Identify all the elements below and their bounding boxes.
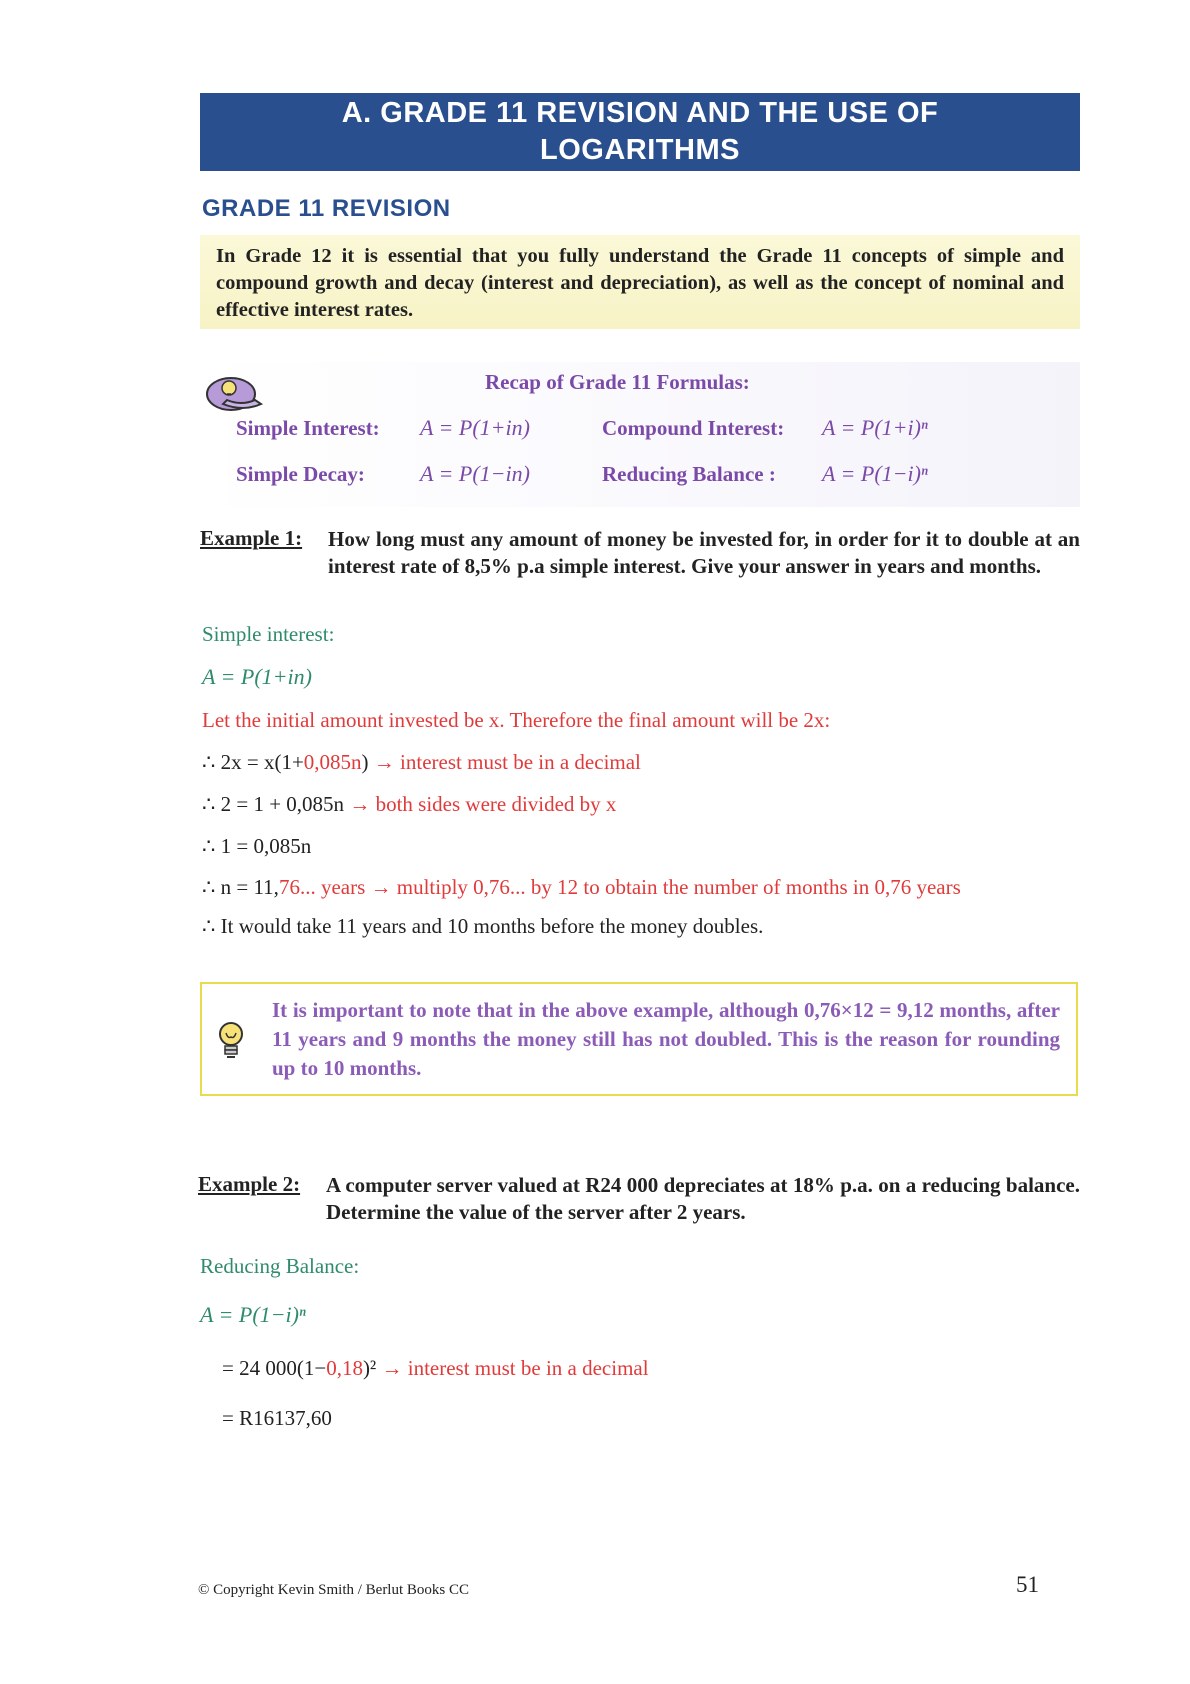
banner-line-1: A. GRADE 11 REVISION AND THE USE OF	[341, 97, 939, 129]
example-2-result: = R16137,60	[222, 1406, 332, 1430]
example-2-question: A computer server valued at R24 000 depreciates at 18% p.a. on a reducing balance. Determine the value of the server after 2 years.	[326, 1173, 1080, 1224]
simple-decay-label: Simple Decay:	[236, 462, 365, 486]
example-2-formula: A = P(1−i)ⁿ	[200, 1302, 306, 1327]
step-1-math-b: 0,085n	[303, 750, 362, 774]
ex2-step-1-c: )²	[362, 1356, 377, 1380]
example-1-conclusion: ∴ It would take 11 years and 10 months before the money doubles.	[202, 914, 764, 938]
step-4-math-a: ∴ n = 11,	[202, 875, 279, 899]
example-1-label: Example 1:	[200, 526, 303, 550]
step-1-math-a: ∴ 2x = x(1+	[202, 750, 304, 774]
example-1-step-3: ∴ 1 = 0,085n	[202, 834, 312, 858]
example-1-question: How long must any amount of money be invested for, in order for it to double at an interest rate of 8,5% p.a simple interest. Give your answer in years and months.	[328, 527, 1080, 578]
ex2-step-1-a: = 24 000(1−	[222, 1356, 327, 1380]
note-box	[200, 982, 1078, 1096]
reducing-balance-formula: A = P(1−i)ⁿ	[822, 461, 928, 486]
compound-interest-label: Compound Interest:	[602, 416, 785, 440]
ex2-step-1-b: 0,18	[326, 1356, 363, 1380]
simple-interest-formula: A = P(1+in)	[420, 415, 530, 440]
banner-line-2: LOGARITHMS	[540, 134, 740, 166]
step-1-note: → interest must be in a decimal	[373, 750, 641, 774]
copyright: © Copyright Kevin Smith / Berlut Books CC	[198, 1582, 469, 1598]
intro-box	[200, 235, 1080, 329]
step-1-math-c: )	[361, 750, 369, 774]
recap-box	[200, 362, 1080, 507]
example-1-step-4	[202, 875, 961, 900]
example-2-step-1	[222, 1356, 649, 1381]
note-text: It is important to note that in the above example, although 0,76×12 = 9,12 months, after 11 years and 9 months the money still has not doubled. This is the reason for rounding up to 10 months.	[272, 998, 1060, 1080]
example-2-heading: Reducing Balance:	[200, 1254, 360, 1278]
compound-interest-formula: A = P(1+i)ⁿ	[822, 415, 928, 440]
page-number: 51	[1016, 1572, 1039, 1597]
chapter-banner	[200, 93, 1080, 171]
intro-text: In Grade 12 it is essential that you fully understand the Grade 11 concepts of simple and compound growth and decay (interest and depreciation), as well as the concept of nominal and effective interest rates.	[216, 245, 1064, 321]
example-1-step-2	[202, 792, 616, 817]
example-1-heading: Simple interest:	[202, 622, 335, 646]
step-2-math: ∴ 2 = 1 + 0,085n	[202, 792, 345, 816]
simple-interest-label: Simple Interest:	[236, 416, 380, 440]
recap-title: Recap of Grade 11 Formulas:	[485, 370, 750, 394]
example-2-label: Example 2:	[198, 1172, 301, 1196]
example-1-formula: A = P(1+in)	[202, 664, 312, 689]
thinking-cap-icon	[203, 368, 263, 412]
example-1-let: Let the initial amount invested be x. Therefore the final amount will be 2x:	[202, 708, 831, 732]
light-bulb-icon	[214, 1019, 248, 1063]
step-4-math-b: 76... years → multiply 0,76... by 12 to obtain the number of months in 0,76 years	[278, 875, 961, 899]
example-1-step-1	[202, 750, 641, 775]
reducing-balance-label: Reducing Balance :	[602, 462, 776, 486]
section-title: GRADE 11 REVISION	[202, 195, 451, 222]
step-2-note: → both sides were divided by x	[349, 792, 617, 816]
ex2-step-1-note: → interest must be in a decimal	[381, 1356, 649, 1380]
simple-decay-formula: A = P(1−in)	[420, 461, 530, 486]
